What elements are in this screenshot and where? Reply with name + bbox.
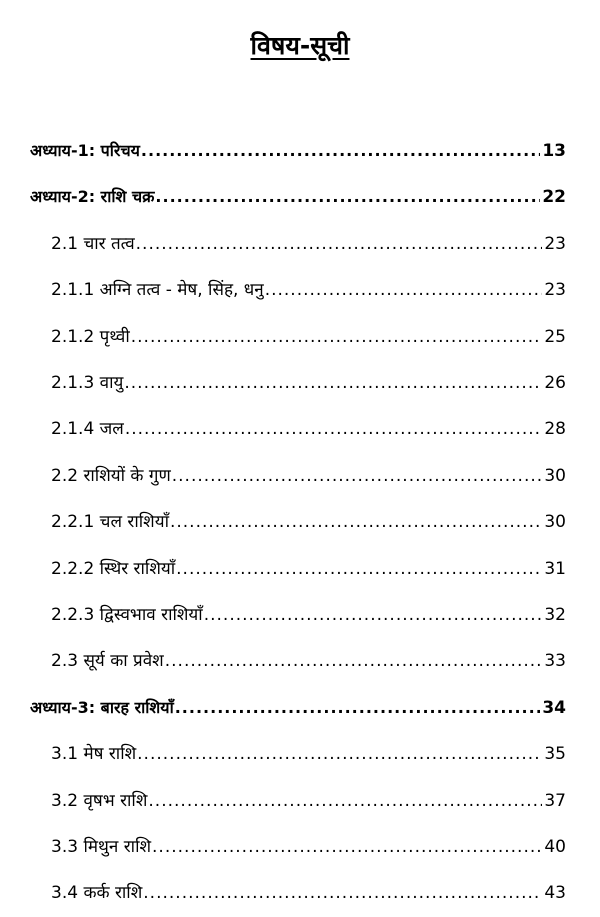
dot-leader — [137, 739, 542, 769]
toc-page-number: 26 — [544, 373, 566, 393]
toc-entry-label: 2.1.4 जल — [51, 419, 124, 439]
toc-section-entry[interactable] — [51, 414, 566, 444]
toc-section-entry[interactable] — [51, 600, 566, 630]
toc-page-number: 37 — [544, 791, 566, 811]
dot-leader — [136, 229, 543, 259]
toc-entry-label: 2.2.2 स्थिर राशियाँ — [51, 559, 176, 579]
dot-leader — [131, 322, 543, 352]
toc-entry-label: 3.2 वृषभ राशि — [51, 791, 148, 811]
toc-page-number: 22 — [542, 187, 566, 207]
toc-entry-label: 3.3 मिथुन राशि — [51, 837, 152, 857]
toc-entry-label: अध्याय-3: बारह राशियाँ — [30, 698, 174, 717]
toc-entry-label: 3.1 मेष राशि — [51, 744, 137, 764]
toc-page-number: 31 — [544, 559, 566, 579]
toc-section-entry[interactable] — [51, 786, 566, 816]
toc-section-entry[interactable] — [51, 878, 566, 908]
toc-section-entry[interactable] — [51, 461, 566, 491]
toc-page-number: 35 — [544, 744, 566, 764]
toc-section-entry[interactable] — [51, 229, 566, 259]
toc-section-entry[interactable] — [51, 646, 566, 676]
toc-section-entry[interactable] — [51, 832, 566, 862]
toc-entry-label: अध्याय-2: राशि चक्र — [30, 187, 155, 206]
toc-page-number: 32 — [544, 605, 566, 625]
toc-page-number: 43 — [544, 883, 566, 903]
toc-page-number: 25 — [544, 327, 566, 347]
dot-leader — [155, 182, 540, 212]
dot-leader — [265, 275, 543, 305]
toc-page-number: 34 — [542, 698, 566, 718]
toc-page-number: 30 — [544, 466, 566, 486]
toc-entry-label: अध्याय-1: परिचय — [30, 141, 140, 160]
toc-chapter-entry[interactable] — [30, 182, 566, 212]
toc-entry-label: 2.2.3 द्विस्वभाव राशियाँ — [51, 605, 203, 625]
toc-entry-label: 2.2.1 चल राशियाँ — [51, 512, 169, 532]
dot-leader — [148, 786, 542, 816]
toc-entry-label: 2.1 चार तत्व — [51, 234, 135, 254]
dot-leader — [175, 693, 541, 723]
toc-entry-label: 3.4 कर्क राशि — [51, 883, 143, 903]
dot-leader — [165, 646, 543, 676]
toc-entry-label: 2.1.3 वायु — [51, 373, 124, 393]
toc-entry-label: 2.1.1 अग्नि तत्व - मेष, सिंह, धनु — [51, 280, 264, 300]
toc-page-number: 33 — [544, 651, 566, 671]
dot-leader — [172, 461, 543, 491]
dot-leader — [176, 554, 542, 584]
dot-leader — [204, 600, 543, 630]
toc-section-entry[interactable] — [51, 554, 566, 584]
dot-leader — [152, 832, 542, 862]
dot-leader — [143, 878, 542, 908]
toc-page-number: 30 — [544, 512, 566, 532]
toc-section-entry[interactable] — [51, 507, 566, 537]
toc-chapter-entry[interactable] — [30, 693, 566, 723]
toc-section-entry[interactable] — [51, 739, 566, 769]
toc-page-number: 40 — [544, 837, 566, 857]
toc-page-number: 28 — [544, 419, 566, 439]
toc-section-entry[interactable] — [51, 322, 566, 352]
toc-entry-label: 2.1.2 पृथ्वी — [51, 327, 130, 347]
toc-page-number: 23 — [544, 280, 566, 300]
dot-leader — [125, 414, 543, 444]
toc-entry-label: 2.2 राशियों के गुण — [51, 466, 171, 486]
toc-section-entry[interactable] — [51, 368, 566, 398]
toc-page-number: 23 — [544, 234, 566, 254]
toc-entry-label: 2.3 सूर्य का प्रवेश — [51, 651, 164, 671]
toc-page-number: 13 — [542, 141, 566, 161]
toc-chapter-entry[interactable] — [30, 136, 566, 166]
dot-leader — [141, 136, 540, 166]
dot-leader — [124, 368, 542, 398]
toc-section-entry[interactable] — [51, 275, 566, 305]
page-title: विषय-सूची — [250, 31, 350, 60]
dot-leader — [170, 507, 542, 537]
